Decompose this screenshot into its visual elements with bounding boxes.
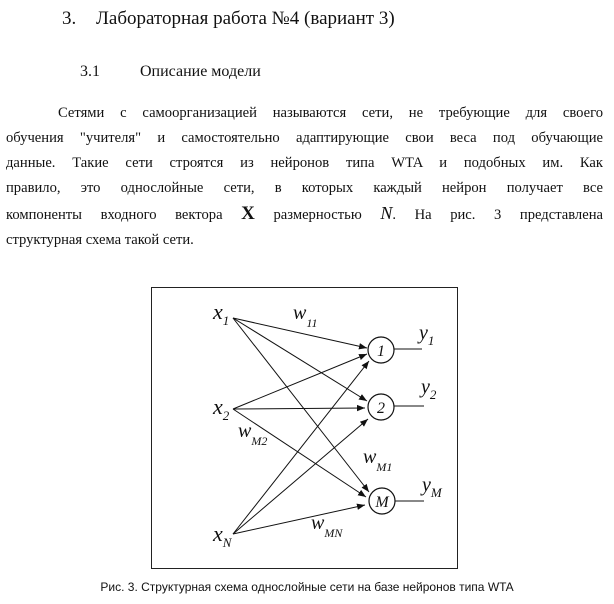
subsection-number: 3.1 [80,63,100,80]
weight-label-wM2 [238,420,267,448]
label-base: w [311,512,325,534]
output-label-y2 [419,376,437,402]
input-label-x2 [212,394,230,423]
label-subscript: 2 [429,387,437,402]
weight-label-w11 [293,302,317,330]
subsection-title: Описание модели [140,63,261,80]
neuron-label: 1 [377,343,385,360]
section-number: 3. [62,8,77,29]
label-subscript: M1 [376,460,393,474]
section-title: Лабораторная работа №4 (вариант 3) [96,8,395,29]
vector-symbol: X [241,203,255,224]
label-subscript: M [430,485,442,500]
input-label-x1 [212,299,229,328]
paragraph-line: Сетями с самоорганизацией называются сети, не требующие для своего [58,105,603,121]
paragraph-line: обучения "учителя" и самостоятельно адаптирующие свои веса под обучающие [6,130,603,146]
body-paragraph [6,101,603,253]
figure-caption: Рис. 3. Структурная схема однослойные сети на базе нейронов типа WTA [100,580,514,594]
label-subscript: MN [324,526,343,540]
label-base: w [363,446,377,468]
paragraph-line [6,201,603,228]
label-subscript: M2 [251,434,268,448]
label-base: y [419,322,428,344]
weight-label-wM1 [363,446,392,474]
label-base: x [213,394,223,419]
input-label-xN [212,521,233,550]
paragraph-text: размерностью [273,207,362,223]
edge-x2-n2 [233,408,365,409]
neuron-label: M [375,494,389,511]
label-base: y [421,376,430,398]
section-heading [62,8,395,30]
figure-frame [151,287,458,569]
dimension-symbol: N [380,203,393,223]
label-subscript: 1 [427,333,435,348]
label-base: y [422,474,431,496]
label-subscript: N [222,535,232,550]
paragraph-line: данные. Такие сети строятся из нейронов типа WTA и подобных им. Как [6,155,603,171]
paragraph-line: правило, это однослойные сети, в которых каждый нейрон получает все [6,180,603,196]
paragraph-line: структурная схема такой сети. [6,232,194,248]
label-base: x [213,299,223,324]
label-subscript: 1 [222,313,230,328]
label-base: x [213,521,223,546]
neuron-label: 2 [377,400,385,417]
output-label-y1 [417,322,434,348]
label-base: w [293,302,307,324]
label-subscript: 11 [306,316,318,330]
paragraph-text: . На рис. 3 представлена [392,207,603,223]
subsection-heading [80,63,261,81]
weight-label-wMN [311,512,343,540]
edge-x2-nM [233,409,366,497]
paragraph-text: компоненты входного вектора [6,207,223,223]
label-subscript: 2 [222,408,230,423]
output-label-yM [420,474,443,500]
network-diagram [152,288,457,568]
edge-x2-n1 [233,354,367,409]
label-base: w [238,420,252,442]
